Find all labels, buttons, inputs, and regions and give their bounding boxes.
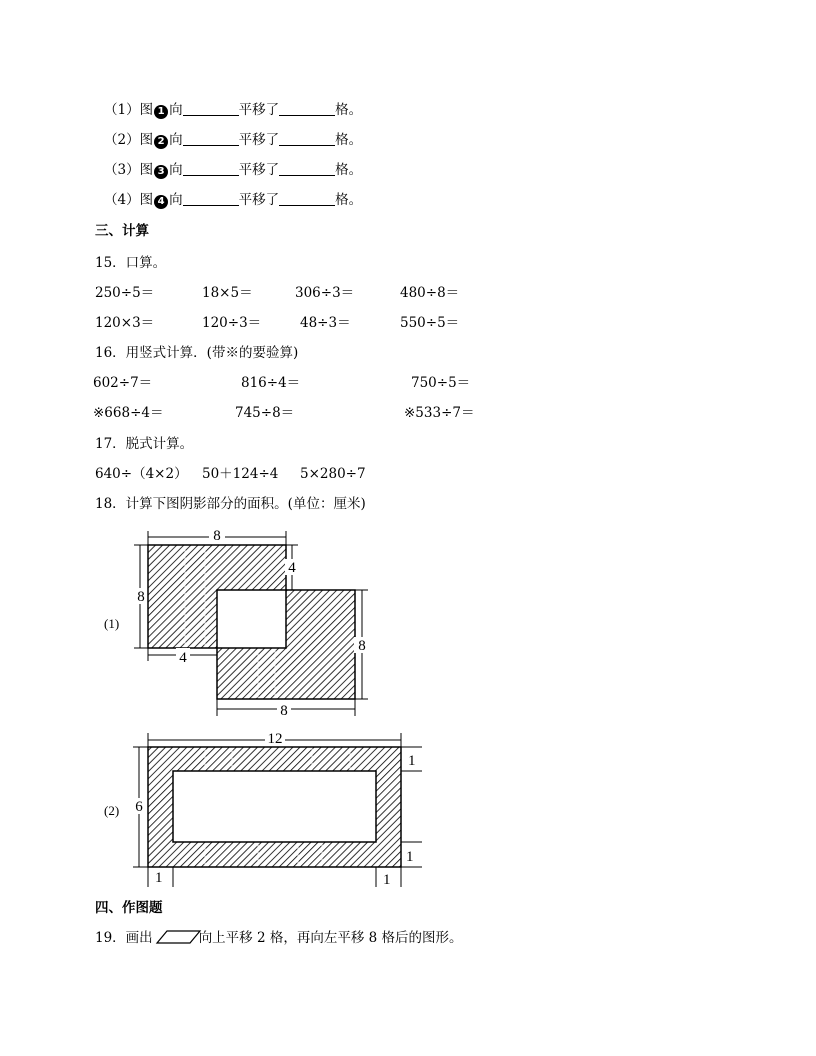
expression: 602÷7＝ (93, 375, 153, 391)
dim-label: 12 (267, 731, 283, 747)
dim-label: 1 (383, 872, 391, 888)
expression: 745÷8＝ (235, 405, 295, 421)
expression: 750÷5＝ (411, 375, 471, 391)
circled-number-1: 1 (154, 105, 168, 119)
blank-region (173, 771, 376, 842)
expression: 5×280÷7 (300, 466, 366, 482)
expression: 120÷3＝ (202, 315, 262, 331)
blank-region (217, 590, 286, 648)
section-heading: 三、计算 (95, 223, 149, 239)
question-19: 19．画出 向上平移 2 格，再向左平移 8 格后的图形。 (95, 930, 463, 946)
circled-number-3: 3 (154, 165, 168, 179)
dim-label: 8 (213, 528, 221, 544)
dim-label: 1 (406, 849, 414, 865)
expression: 250÷5＝ (95, 285, 155, 301)
dim-label: 4 (288, 560, 296, 576)
fill-item-2: （2）图 2 向 平移了 格。 (104, 132, 363, 148)
question-title: 18．计算下图阴影部分的面积。(单位：厘米) (95, 496, 366, 512)
expression: 550÷5＝ (400, 315, 460, 331)
question-title: 17．脱式计算。 (95, 436, 194, 452)
expression: 640÷（4×2） (95, 466, 188, 482)
question-title: 16．用竖式计算．(带※的要验算) (95, 345, 299, 361)
expression: ※533÷7＝ (404, 405, 475, 421)
dim-label: 8 (280, 703, 288, 719)
figure-2 (132, 730, 422, 888)
figure-1 (134, 527, 368, 719)
section-heading: 四、作图题 (95, 900, 163, 916)
fill-item-3: （3）图 3 向 平移了 格。 (104, 162, 363, 178)
circled-number-4: 4 (154, 195, 168, 209)
expression: 816÷4＝ (241, 375, 301, 391)
figure-label: (2) (104, 803, 120, 818)
figure-label: (1) (104, 616, 120, 631)
circled-number-2: 2 (154, 135, 168, 149)
expression: 120×3＝ (95, 315, 155, 331)
expression: 48÷3＝ (300, 315, 351, 331)
fill-item-1: （1）图 1 向 平移了 格。 (104, 102, 363, 118)
dim-label: 1 (408, 753, 416, 769)
expression: 50＋124÷4 (202, 466, 279, 482)
dim-label: 1 (155, 870, 163, 886)
dim-label: 6 (135, 799, 143, 815)
fill-item-4: （4）图 4 向 平移了 格。 (104, 192, 363, 208)
expression: 18×5＝ (202, 285, 253, 301)
expression: 480÷8＝ (400, 285, 460, 301)
dim-label: 4 (179, 650, 187, 666)
expression: 306÷3＝ (295, 285, 355, 301)
dim-label: 8 (358, 638, 366, 654)
question-title: 15．口算。 (95, 255, 167, 271)
dim-label: 8 (137, 589, 145, 605)
expression: ※668÷4＝ (93, 405, 164, 421)
